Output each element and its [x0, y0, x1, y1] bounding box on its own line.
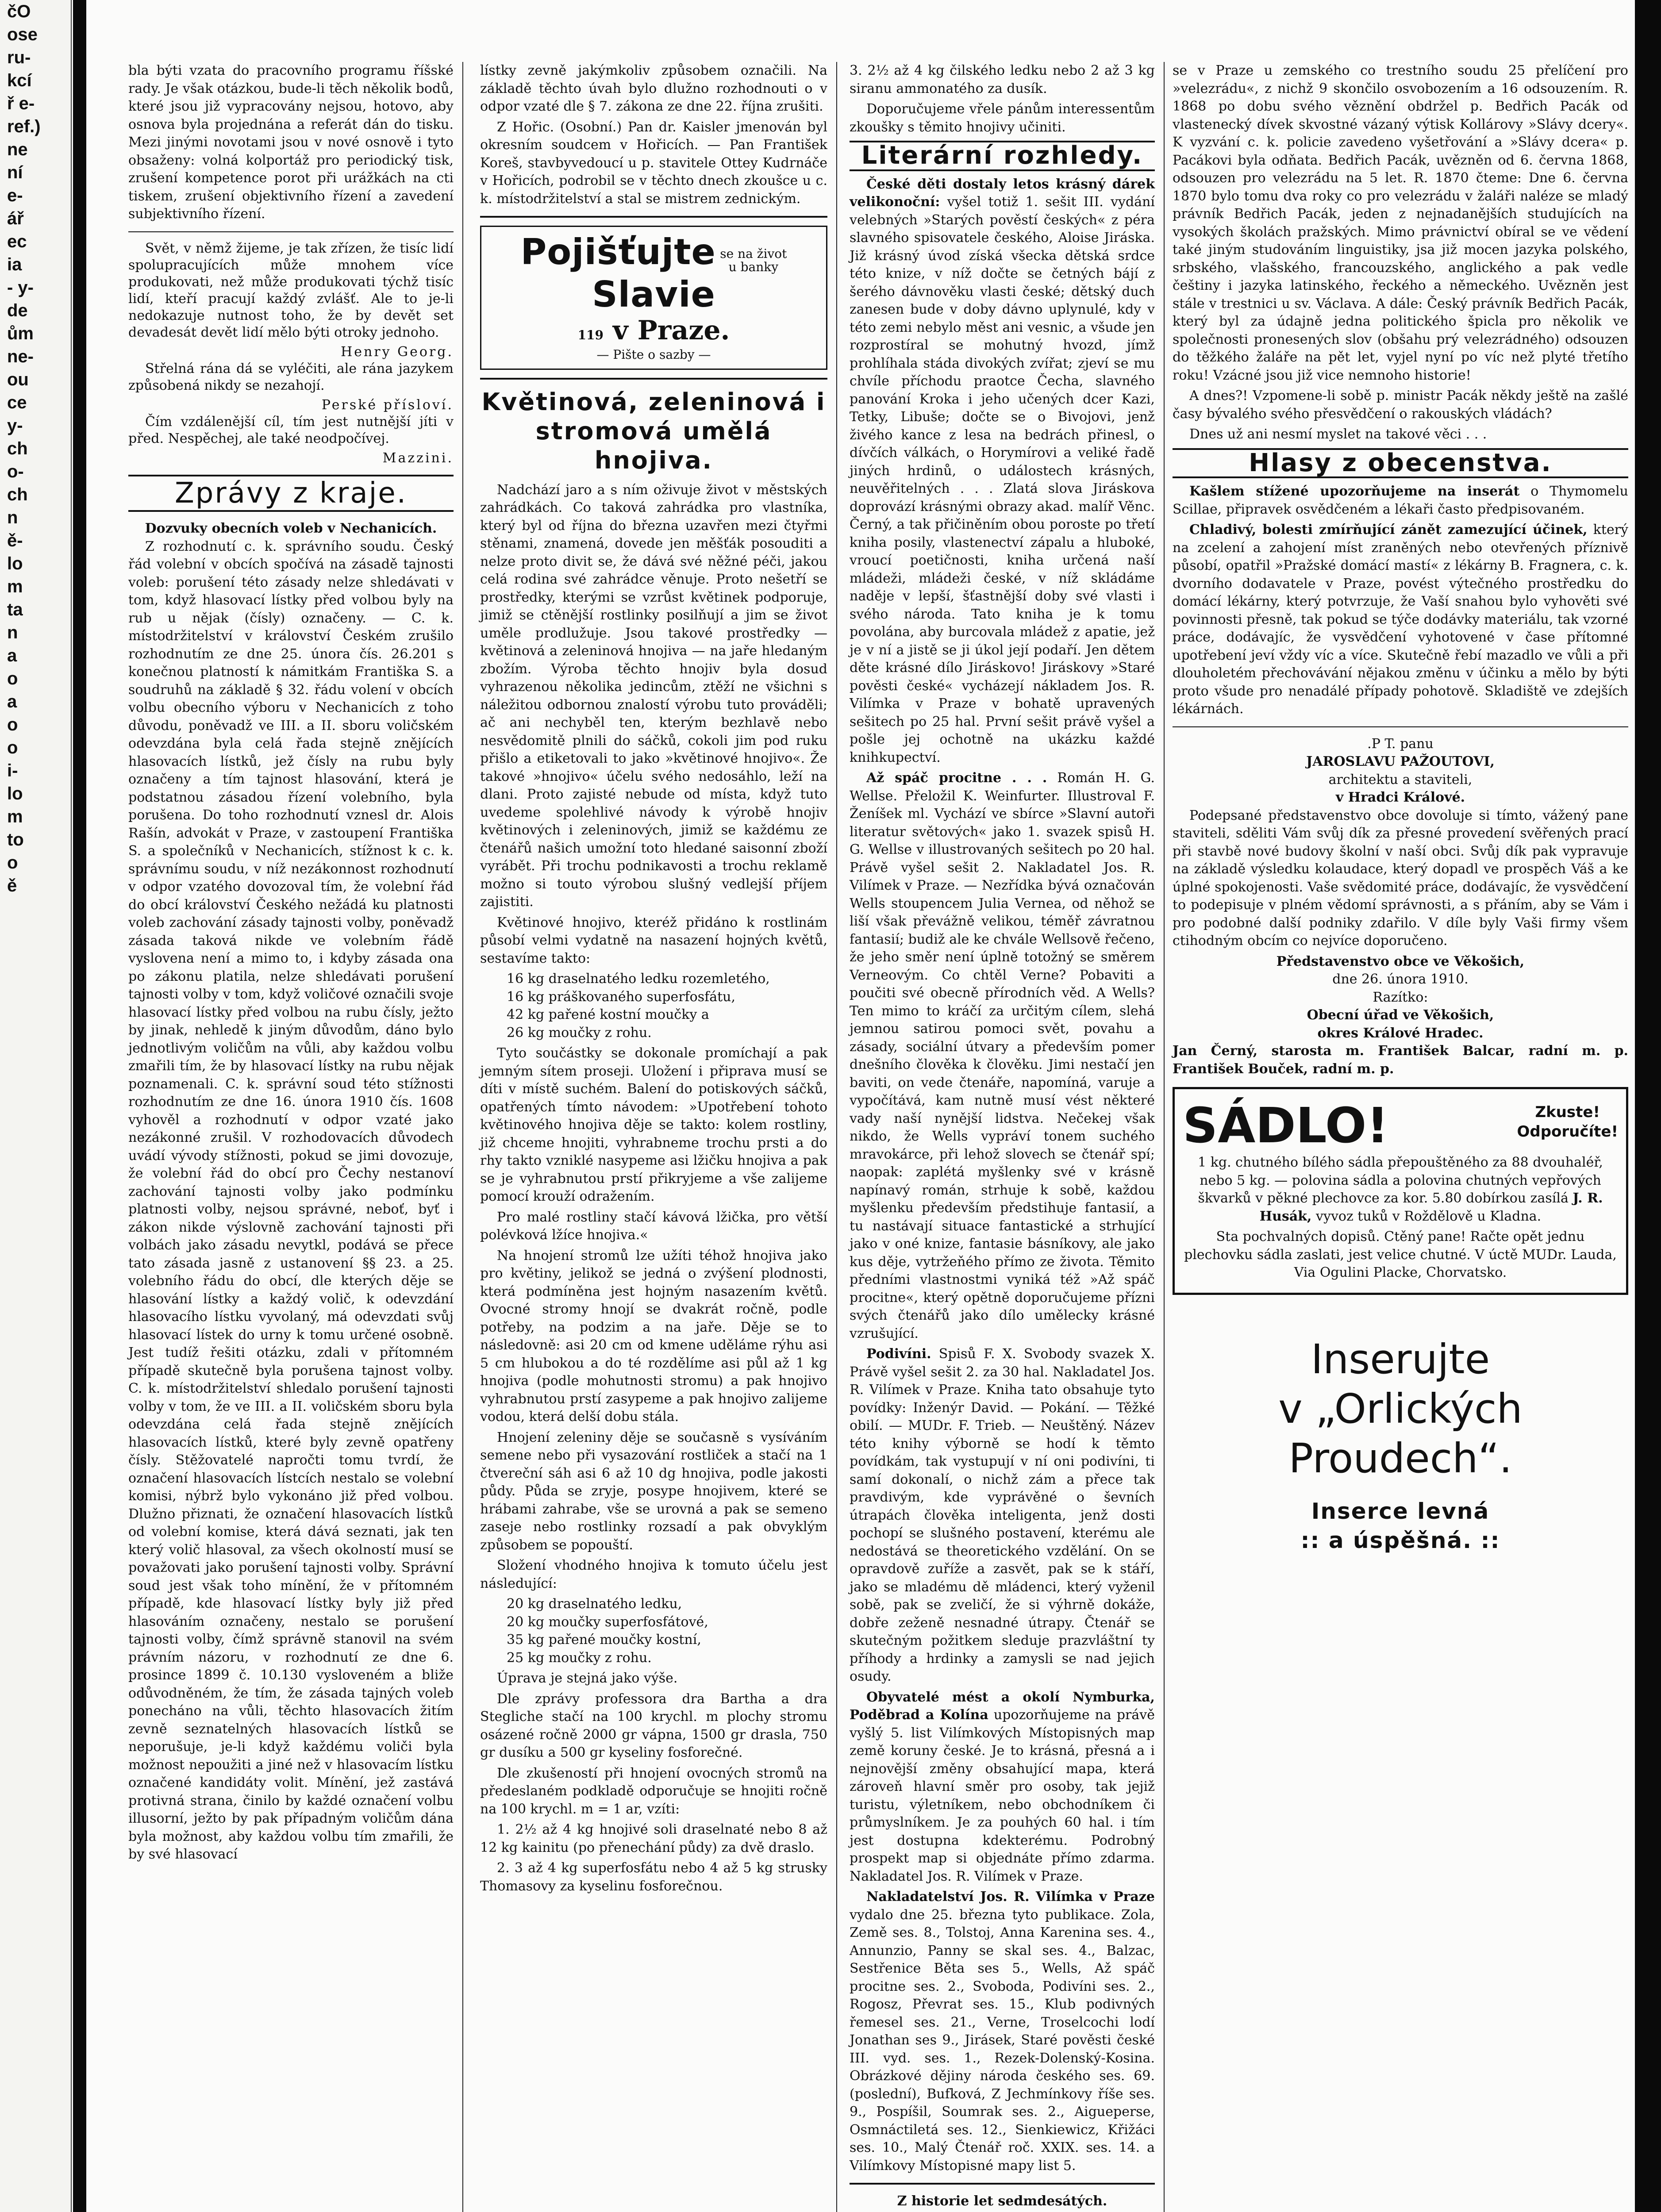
- ad-sadlo-tagline: [1517, 1102, 1618, 1141]
- edge-fragment: o: [7, 853, 18, 872]
- article-title-hnojiva: Květinová, zeleninová i stromová umělá hnojiva.: [481, 388, 826, 474]
- continued-text: lístky zevně jakýmkoliv způsobem označili. Na základě těchto úvah bylo dlužno rozhodnouti o v odpor vzaté dle § 7. zákona ze dne 22. října zrušiti.: [480, 63, 827, 114]
- recommendation: Doporučujeme vřele pánům interessentům zkoušky s těmito hnojivy učiniti.: [850, 101, 1155, 135]
- edge-fragment: to: [7, 830, 24, 849]
- edge-fragment: - y-: [7, 278, 34, 297]
- letter-names: Jan Černý, starosta m. František Balcar, radní m. p. František Bouček, radní m. p.: [1173, 1043, 1628, 1077]
- recipe-row: 42 kg pařené kostní moučky a: [507, 1007, 709, 1022]
- article-title-nechanice: Dozvuky obecních voleb v Nechanicích.: [145, 521, 437, 536]
- review-paragraph: [850, 1888, 1155, 2175]
- edge-fragment: y-: [7, 416, 23, 435]
- divider: [128, 475, 454, 476]
- edge-fragment: ní: [7, 163, 23, 182]
- edge-fragment: ose: [7, 25, 38, 44]
- edge-fragment: ne-: [7, 347, 34, 366]
- ad-slavia-note: — Pište o sazby —: [596, 347, 711, 362]
- paragraph: Úprava je stejná jako výše.: [497, 1671, 678, 1686]
- letter-to: .P T. panu: [1367, 736, 1434, 752]
- review-text: upozorňujeme na právě vyšlý 5. list Vilímkových Místopisných map země koruny české. Je to krásná, přesná a i nejnovější změny obsahující mapa, která zároveň hlavní směr pro osoby, tak jejiž turistu, výletníkem, nebo obchodníkem či průmyslníkem. Je za pouhých 60 hal. i tím jest dostupna kdekterému. Podrobný prospekt map si objednáte přímo zdarma. Nakladatel Jos. R. Vilímek v Praze.: [850, 1707, 1155, 1884]
- left-binding-shadow: [73, 0, 86, 2212]
- ad-sadlo-seller-tail: vyvoz tuků v Roždělově u Kladna.: [1316, 1208, 1542, 1224]
- letter-place: v Hradci Králové.: [1335, 790, 1465, 805]
- ad-inserce-line2: :: a úspěšná. ::: [1300, 1527, 1500, 1553]
- notice-lead: Chladivý, bolesti zmírňující zánět zamezující účinek,: [1189, 522, 1588, 538]
- edge-fragment: o-: [7, 462, 24, 481]
- adjacent-page-edge: [0, 0, 72, 2212]
- notice-paragraph: [1173, 521, 1628, 718]
- ad-inserujte-line1: Inserujte: [1311, 1335, 1490, 1383]
- quote-text: Čím vzdálenější cíl, tím jest nutnější jíti v před. Nespěchej, ale také neodpočívej.: [128, 414, 454, 446]
- review-text: Román H. G. Wellse. Přeložil K. Weinfurter. Illustroval F. Ženíšek ml. Vychází ve sbírce »Slavní autoři literatur světových« jako 1. svazek spisů H. G. Wellse v illustrovaných sešitech po 20 hal. Právě vyšel sešit 2. Nakladatel Jos. R. Vilímek v Praze. — Nezřídka bývá označován Wells stoupencem Julia Vernea, od něhož se liší však převážně velikou, téměř závratnou fantasií; budiž ale ke chvále Wellsově řečeno, že jeho směr není úplně totožný se směrem Verneovým. Co chtěl Verne? Pobaviti a poučiti své obecně přírodních věd. A Wells? Ten mimo to kráčí za určitým cílem, slehá jemnou satirou pomoci svět, povahu a zásady, sociální útvary a především pomer dnešního člověka k člověku. Jimi nestačí jen baviti, on vede čtenáře, napomíná, varuje a vypočítává, kam nutně musí vést některé vady naší nynější lidstva. Nečekej však nikdo, že Wells vypráví tonem suchého mravokárce, při lehož slovech se čtenář spí; naopak: zaplétá myšlenky své v krásně napínavý román, strhuje k sobě, každou myšlenku především předstihuje fantasií, a tu nastávají situace fantastické a strhující jako v oné knize, fantasie básníkovy, ale jako kus děje, vytržeňého přímo ze života. Těmito předními vlastnostmi vyniká též »Až spáč procitne«, který opětně doporučujeme přízni svých čtenářů jako dílo umělecky krásné vzrušující.: [850, 770, 1155, 1341]
- ad-inserce: [1173, 1497, 1628, 1555]
- divider: [480, 378, 827, 380]
- recipe-row: 25 kg moučky z rohu.: [507, 1650, 652, 1666]
- review-paragraph: [850, 769, 1155, 1343]
- horice-news: Z Hořic. (Osobní.) Pan dr. Kaisler jmenován byl okresním soudcem v Hořicích. — Pan František Koreš, stavbyvedoucí u p. stavitele Ottey Kudrnáče v Hořicích, podrobil se v těchto dnech zkoušce u c. k. místodržitelství a stal se mistrem zednickým.: [480, 119, 827, 207]
- continued-text: se v Praze u zemského co trestního soudu 25 přelíčení pro »velezrádu«, z nichž 9 skončilo osvobozením a 16 odsouzením. R. 1868 po dobu svého věznění obdržel p. Bedřich Pacák od vlastenecký dívek skvostné vázaný výtisk Kollárovy »Slávy dcery«. K vyzvání c. k. policie zavedeno vyšetřování a »Slávy dcera« p. Pacákovi byla odňata. Bedřich Pacák, uvězněn od 6. června 1868, odsouzen pro velezrádu na 5 let. R. 1870 čteme: Dne 6. června 1870 bylo tomu dva roky co pro velezrádu v žaláři naléze se mladý právník Bedřich Pacák, jeden z nejnadanějších studujících na vysokých školách pražských. Mimo právnictví obíral se ve vědení také jiným studováním linguistiky, jsa již mocen jazyka polského, srbského, vlašského, francouzského, anglického a pak vedle češtiny i jazyka latinského, řeckého a německého. Uvězněn jest stále v trestnici u sv. Václava. A dále: Český právník Bedřich Pacák, který byl za údajně jedna politického špicla pro několik ve společnosti pronesených slov (obšahu prý velezrádného) odsouzen do těžkého žaláře na pět let, vyjel nyní po víc než plyté třetího roku! Vzácné jsou již vice nemnoho historie!: [1173, 63, 1628, 383]
- recipe-row: 35 kg pařené moučky kostní,: [507, 1632, 701, 1647]
- article-text-nechanice: Z rozhodnutí c. k. správního soudu. Český řád volební v obcích spočívá na zásadě tajnosti voleb: porušení této zásady nelze shledávati v tom, když hlasovací lístky před volbou byly na rub u nějak (čísly) označeny. — C. k. místodržitelství v království Českém zrušilo rozhodnutím ze dne 25. února čís. 26.201 s konečnou platností k námitkám Františka S. a soudruhů na základě § 32. řádu volení v obcích volbu obecního výboru v Nechanicích z toho důvodu, poněvadž ve III. a II. sboru voličském odevzdána byla celá řada stejně znějících hlasovacích lístků, jež čísly na rubu byly označeny a tím tajnost hlasování, která je podstatnou zásadou řízení volebního, byla porušena. Do toho rozhodnutí vznesl dr. Alois Rašín, advokát v Praze, v zastoupení Františka S. a společníků v Nechanicích, stížnost k c. k. správnímu soudu, v níž nezákonnost rozhodnutí v odpor vzatého dovozoval tím, že volební řád do obcí království Českého nežádá ku platnosti voleb zachování zásady tajnosti volby, poněvadž zásada taková nikde ve volebním řádě vyslovena není a mimo to, i kdyby zásada ona po zákonu platila, nelze shledávati porušení tajnosti volby v tom, když voličové označili svoje hlasovací lístky před volbou na rubu čísly, ježto by jinak, nehledě k jiným důvodům, dáno bylo jednotlivým voličům na vůli, aby každou volbu zmařili tím, že by hlasovací lístky na rubu nějak poznamenali. C. k. správní soud této stížnosti rozhodnutím ze dne 16. února 1910 čís. 1608 vyhověl a rozhodnutí v odpor vzaté jako nezákonné zrušil. V rozhodovacích důvodech uvádí vývody stížnosti, pokud se jimi dovozuje, že volební řád do obcí pro Čechy nestanoví zachování tajnosti volby jako podmínku platnosti volby, nejsou správné, neboť, byť i zákon nikde výslovně zachování tajnosti při volbách jako zásadu nevytkl, podává se přece tato zásada jasně z ustanovení §§ 23. a 25. volebního řádu do obcí, dle kterých děje se hlasování lístky a každý volič, k odevzdání hlasovacího lístku vyvolaný, má odevzdati svůj hlasovací lístek do urny k tomu určené osobně. Jest tudíž řešiti otázku, zdali v přítomném případě skutečně byla porušena tajnost volby. C. k. místodržitelství shledalo porušení tajnosti volby v tom, že ve III. a II. voličském sboru byla odevzdána celá řada stejně znějících hlasovacích lístků, které byly zevně opatřeny čísly. Stěžovatelé napročti tomu tvrdí, že označení hlasovacích lístcích nestalo se volební komisi, nýbrž bylo vykonáno již před volbou. Dlužno přiznati, že označení hlasovacích lístků od volební komise, která dává seznati, jak ten který volič hlasoval, za všech okolností musí se považovati jako porušení tajnosti volby. Správní soud jest však toho mínění, že v přítomném případě, kde hlasovací lístky byly již před hlasováním označeny, nestalo se porušení tajnosti volby, čímž správně stanovil na svém právním názoru, v rozhodnutí ze dne 6. prosince 1899 č. 10.130 vysloveném a bliže odůvodněném, že tím, že zásada tajných voleb ponecháno na vůli, těchto hlasovacích žitím zevně seznatelných hlasovacích lístků se neporušuje, je-li když každému voliči byla možnost nepoužiti a jiné než v hlasovacím lístku označené kandidáty volit. Mínění, jež zastává protivná strana, činilo by každé označení volbu illusorní, ježto by pak případným voličům dána byla možnost, aby každou volbu tím zmařili, že by své hlasovací: [128, 538, 454, 1862]
- ad-sadlo: [1173, 1087, 1628, 1295]
- history-title: Z historie let sedmdesátých.: [897, 2193, 1107, 2209]
- edge-fragment: e-: [7, 186, 23, 205]
- letter-text: Podepsané představenstvo obce dovoluje si tímto, vážený pane staviteli, sděliti Vám svůj dík za přesné provedení svěřených prací při stavbě nové budovy školní v naší obci. Svůj dík pak vypravuje na základě výsledku kolaudace, který dopadl ve prospěch Váš a ke úplné spokojenosti. Vaše svědomité práce, dodávajíc, že vysvědčení to podepisuje v plném vědomí správnosti, a s přáním, aby se Vám i pro podobné další podniky zdařilo. V díle byly Vaši firmy všem ctihodným obcím co nejvíce doporučeno.: [1173, 807, 1628, 949]
- ad-sadlo-seller: J. R. Husák,: [1259, 1190, 1603, 1224]
- recipe-table-1: [507, 970, 827, 1042]
- review-lead: Podivíni.: [866, 1346, 931, 1362]
- edge-fragment: ch: [7, 485, 28, 504]
- edge-fragment: ne: [7, 140, 28, 159]
- notice-paragraph: [1173, 483, 1628, 518]
- intro-text: bla býti vzata do pracovního programu říšské rady. Je však otázkou, bude-li těch několik bodů, které jsou již vypracovány nejsou, hotovo, aby osnova byla projednána a referát dán do tisku. Mezi jinými novotami jsou v nové osnově i tyto obsaženy: volná kolportáž pro periodický tisk, zrušení kompetence porot při urážkách na cti tiskem, zrušení objektivního řízení a zavedení subjektivního řízení.: [128, 63, 454, 222]
- ad-inserujte: [1173, 1335, 1628, 1483]
- column-3: [850, 62, 1155, 2212]
- paragraph: Dnes už ani nesmí myslet na takové věci . . .: [1189, 426, 1487, 442]
- edge-fragment: m: [7, 807, 23, 826]
- review-text: Spisů F. X. Svobody svazek X. Právě vyšel sešit 2. za 30 hal. Nakladatel Jos. R. Vilímek v Praze. Kniha tato obsahuje tyto povídky: Inženýr David. — Pokání. — Těžké obilí. — MUDr. F. Trieb. — Neuštěný. Název této knihy výborně se hodí k těmto povídkám, tak vystupují v ní oni podivíni, ti samí dokonalí, o nichž zám a přece tak pravdivým, kde vyprávěné o ševních útrapách člověka inteligenta, jenž dosti pochopí se slušného postavení, kterému ale nedostává se theoretického vzdělání. On se opravdově zuříže a zasvět, pak se k stáří, jako se mladému dě mládenci, který vyženil sobě, pak se zveličí, že si výhrně dokáže, dobře zeženě nesnadné útrapy. Čtenář se skutečným požitkem sleduje prazvláštní ty příhody a hrdinky a zamysli se nad jejich osudy.: [850, 1346, 1155, 1684]
- letter-recipient: JAROSLAVU PAŽOUTOVI,: [1306, 754, 1495, 769]
- history-text: [850, 2211, 1155, 2212]
- edge-fragment: o: [7, 738, 18, 757]
- notice-text: o Thymomelu Scillae, připravek osvědčeném a lékaři často předpisovaném.: [1173, 484, 1628, 517]
- paragraph: A dnes?! Vzpomene-li sobě p. ministr Pacák někdy ještě na zašlé časy bývalého svého přesvědčení o rakouských vládách?: [1173, 388, 1628, 422]
- edge-fragment: a: [7, 646, 17, 665]
- edge-fragment: lo: [7, 554, 23, 573]
- review-paragraph: [850, 1689, 1155, 1886]
- ad-inserce-line1: Inserce levná: [1311, 1498, 1490, 1524]
- section-title-zpravy: Zprávy z kraje.: [174, 476, 408, 510]
- recipe-row: 16 kg draselnatého ledku rozemletého,: [507, 971, 770, 987]
- paragraph: Pro malé rostliny stačí kávová lžička, pro větší polévková lžíce hnojiva.«: [480, 1209, 827, 1243]
- recipe-table-2: [507, 1595, 827, 1667]
- quote-author: Mazzini.: [382, 450, 454, 466]
- edge-fragment: ia: [7, 255, 22, 274]
- paragraph: Dle zprávy professora dra Bartha a dra Stegliche stačí na 100 krychl. m plochy stromu osázené ročně 2000 gr vápna, 1500 gr drasla, 750 gr dusíku a 500 gr kyseliny fosforečné.: [480, 1691, 827, 1760]
- section-title-hlasy: Hlasy z obecenstva.: [1249, 448, 1552, 477]
- ad-sadlo-text: [1183, 1154, 1618, 1225]
- letter-stamp-line: Obecní úřad ve Věkošich,: [1307, 1007, 1494, 1023]
- continued-text: 3. 2½ až 4 kg čilského ledku nebo 2 až 3 kg siranu ammonatého za dusík.: [850, 63, 1155, 96]
- paragraph: Tyto součástky se dokonale promíchají a pak jemným sítem proseji. Uložení i připrava musí se díti v místě suchém. Balení do potiskových sáčků, opatřených tímto návodem: »Upotřebení tohoto květinového hnojiva děje se takto: kolem rostliny, již chceme hnojiti, vyhrabneme trochu prsti a do rhy takto vzniklé nasypeme asi lžičku hnojiva a pak se je vyhrabnutou prstí přikryjeme a vše zalijeme pomocí krouží odražením.: [480, 1045, 827, 1204]
- notice-text: který na zcelení a zahojení míst zraněných nebo otevřených příznivě působí, opatřil »Pražské domácí mastí« z lékárny B. Fragnera, c. k. dvorního dodavatele v Praze, povést výtečného prostředku do domácí lékárny, který potvrzuje, že Vaší snahou bylo vyhověti své povinnosti přesně, tak pokud se týče dodávky materiálu, tak vzorné práce, dodávajíc, že vysvědčení vyhotovené v čase přítomné upotřebení jeví vždy víc a více. Skutečně řebí mazadlo ve vůli a při dlouholetém přechovávání nějakou změnu v účinku a mělo by býti proto všude pro nenadálé případy pohotově. Skladiště ve zdejších lékárnách.: [1173, 522, 1628, 717]
- letter-date: dne 26. února 1910.: [1332, 972, 1469, 987]
- letter-stamp-line: okres Králové Hradec.: [1317, 1025, 1484, 1041]
- quote-author: Henry Georg.: [341, 344, 454, 360]
- quote-text: Svět, v němž žijeme, je tak zřízen, že tisíc lidí spolupracujících může mnohem více produkovati, než může produkovati týchž tisíc lidí, kteří pracují každý zvlášť. Ale to je-li nedokazuje nutnost toho, že by devět set devadesát devět lidí mělo býti otroky jednoho.: [128, 240, 454, 340]
- ad-inserujte-line2: v „Orlických: [1278, 1385, 1523, 1432]
- quote-author: Perské přísloví.: [321, 397, 454, 413]
- column-divider-1: [462, 62, 463, 2212]
- divider: [480, 216, 827, 218]
- ad-sadlo-title: SÁDLO!: [1183, 1097, 1389, 1154]
- edge-fragment: ě-: [7, 531, 23, 550]
- edge-fragment: ru-: [7, 48, 31, 67]
- divider: [1173, 726, 1628, 727]
- edge-fragment: de: [7, 301, 28, 320]
- review-paragraph: [850, 1345, 1155, 1686]
- edge-fragment: ům: [7, 324, 34, 343]
- column-1: [128, 62, 454, 1866]
- edge-fragment: m: [7, 577, 23, 596]
- edge-fragment: čO: [7, 2, 31, 21]
- paragraph: Dle zkušeností při hnojení ovocných stromů na předeslaném podkladě odporučuje se hnojiti ročně na 100 krychl. m = 1 ar, vzíti:: [480, 1765, 827, 1817]
- recipe-row: 16 kg práškovaného superfosfátu,: [507, 989, 736, 1005]
- ad-slavia-left: Pojišťujte: [520, 231, 716, 273]
- quote-1: [128, 240, 454, 361]
- section-hlasy: [1173, 448, 1628, 479]
- edge-fragment: ta: [7, 600, 23, 619]
- edge-fragment: lo: [7, 784, 23, 803]
- edge-fragment: ch: [7, 439, 28, 458]
- ad-slavia-bank: [480, 226, 827, 370]
- edge-fragment: a: [7, 692, 17, 711]
- column-4: [1173, 62, 1628, 1555]
- ad-slavia-right: Slavie: [592, 274, 715, 315]
- edge-fragments: [0, 0, 71, 897]
- edge-fragment: o: [7, 669, 18, 688]
- paragraph: Na hnojení stromů lze užíti téhož hnojiva jako pro květiny, jelikož se jedná o zvýšení plodnosti, která podmíněna jest hojným nasazením květů. Ovocné stromy hnojí se dvakrát ročně, podle potřeby, na podzim a na jaře. Děje se to následovně: asi 20 cm od kmene uděláme rýhu asi 5 cm hlubokou a do té rozdělíme asi půl až 1 kg hnojiva (podle mohutnosti stromu) a pak hnojivo vyhrabnutou prstí zasypeme a pak hnojivo zalijeme vodou, která delší dobu stála.: [480, 1248, 827, 1425]
- review-text: vydalo dne 25. března tyto publikace. Zola, Země ses. 8., Tolstoj, Anna Karenina ses. 4., Annunzio, Panny se skal ses. 4., Balzac, Sestřenice Běta ses 5., Wells, Až spáč procitne ses. 2., Svoboda, Podivíni ses. 2., Rogosz, Převrat ses. 15., Klub podivných řemesel ses. 21., Verne, Troselcochi lodí Jonathan ses 9., Jirásek, Staré pověsti české III. vyd. ses. 1., Rezek-Dolenský-Kosina. Obrázkové dějiny národa českého ses. 69. (poslední), Bufková, Z Jechmínkovy říše ses. 9., Pospíšil, Soumrak ses. 2., Aigueperse, Osmnáctiletá ses. 12., Sienkiewicz, Křižáci ses. 10., Malý Čtenář roč. XXIX. ses. 14. a Vilímkovy Místopisné mapy list 5.: [850, 1907, 1155, 2174]
- edge-fragment: ref.): [7, 117, 41, 136]
- right-scan-border: [1635, 0, 1661, 2212]
- list-item: 2. 3 až 4 kg superfosfátu nebo 4 až 5 kg strusky Thomasovy za kyselinu fosforečnou.: [480, 1860, 827, 1894]
- list-item: 1. 2½ až 4 kg hnojivé soli draselnaté nebo 8 až 12 kg kainitu (po přenechání půdy) za dvě draslo.: [480, 1822, 827, 1855]
- edge-fragment: ář: [7, 209, 24, 228]
- edge-fragment: n: [7, 623, 18, 642]
- recipe-row: 20 kg draselnatého ledku,: [507, 1596, 682, 1612]
- divider: [850, 2183, 1155, 2185]
- recipe-row: 20 kg moučky superfosfátové,: [507, 1614, 708, 1630]
- edge-fragment: ou: [7, 370, 29, 389]
- review-paragraph: [850, 176, 1155, 767]
- review-text: vyšel totiž 1. sešit III. vydání velebných »Starých pověstí českých« z péra slavného spisovatele českého, Aloise Jiráska. Již krásný úvod získá všecka dětská srdce této knize, v níž dočte se četných bájí z šerého dávnověku vlasti české; dětský duch zanesen bude v doby dávno uplynulé, kdy v této zemi nebylo měst ani vesnic, a všude jen rozprostíral se mohutný hvozd, jímž prohlíhala stáda divokých zvířat; zjeví se mu chvíle příchodu praotce Čecha, slavného panování Kroka i jeho učených dcer Kazi, Tetky, Libuše; dočte se o Bivojovi, jenž živého kance z lesa na bedrách přinesl, o dívčích válkách, o Horymírovi a veliké řadě jiných hrdinů, o událostech krásných, neuvěřitelných . . . Zlatá slova Jiráskova doprovází krásnými obrazy akad. malíř Věnc. Černý, a tak přičiněním obou poroste po třetí kniha posily, vlastenectví zápalu a hluboké, vroucí poetičnosti, kniha určená naší mládeži, mládeži české, v níž skládáme naděje v lepší, šťastnější doby své vlasti i svého národa. Tato kniha je k tomu povolána, aby burcovala mládež z apatie, jež je v ní a jistě se ji úkol její podaří. Jen dětem děte krásné dílo Jiráskovo! Jiráskovy »Staré pověsti české« vycházejí nákladem Jos. R. Vilímka v Praze v bohatě upravených sešitech po 25 hal. První sešit právě vyšel a pošle jej ochotně na ukázku každé knihkupectví.: [850, 194, 1155, 765]
- notice-lead: Kašlem stížené upozorňujeme na inserát: [1189, 484, 1520, 499]
- quote-2: [128, 361, 454, 414]
- section-title-literarni: Literární rozhledy.: [861, 141, 1143, 170]
- ad-inserujte-line3: Proudech“.: [1288, 1434, 1512, 1482]
- divider: [128, 510, 454, 512]
- edge-fragment: i-: [7, 761, 18, 780]
- ad-sadlo-testimonial: Sta pochvalných dopisů. Ctěný pane! Račte opět jednu plechovku sádla zaslati, jest velice chutné. V úctě MUDr. Lauda, Via Ogulini Placke, Chorvatsko.: [1184, 1229, 1617, 1280]
- edge-fragment: ě: [7, 876, 17, 895]
- letter-stamp-label: Razítko:: [1373, 989, 1428, 1005]
- ad-slavia-city: v Praze.: [612, 315, 730, 346]
- quote-3: [128, 414, 454, 467]
- recipe-row: 26 kg moučky z rohu.: [507, 1025, 652, 1041]
- edge-fragment: o: [7, 715, 18, 734]
- letter-signature: Představenstvo obce ve Věkošich,: [1276, 953, 1525, 969]
- paragraph: Nadchází jaro a s ním oživuje život v městských zahrádkách. Co taková zahrádka pro vlastníka, který byl od října do března uzavřen mezi čtyřmi stěnami, znamená, dovede jen měšťák posouditi a nelze proto divit se, že dává své něžné péči, jakou celá rodina své zahrádce věnuje. Proto nešetří se prostředky, kterými se vzrůst květinek podporuje, jimiž se ctěnější rostlinky posilňují a jim se život uměle prodlužuje. Jsou takové prostředky — květinová a zeleninová hnojiva — na jaře hledaným zbožím. Výroba těchto hnojiv byla dosud vyhrazenou několika jedincům, ztěží ne všichni s náležitou odbornou znalostí výrobu tuto prováděli; ač ani nechyběl ten, kterým bezhlavě nebo nesvědomitě plnili do sáčků, cokoli jim pod ruku přišlo a etiketovali to jako »květinové hnojivo«. Že takové »hnojivo« účelu svého nedosáhlo, leží na dlani. Proto zajisté nebude od místa, když tuto uvedeme spolehlivé návody k výrobě hnojiv květinových i zeleninových, jimiž se každému ze čtenářů našich umožní toto hledané saisonní zboží vyrábět. Při trochu podnikavosti a trochu reklamě možno si touto výrobou slušný vedlejší příjem zajistiti.: [480, 482, 827, 910]
- paragraph: Složení vhodného hnojiva k tomuto účelu jest následující:: [480, 1558, 827, 1591]
- review-lead: Obyvatelé mést a okolí Nymburka, Poděbrad a Kolína: [850, 1689, 1155, 1723]
- paragraph: Květinové hnojivo, kteréž přidáno k rostlinám působí velmi vydatně na nasazení hojných květů, sestavíme takto:: [480, 914, 827, 966]
- review-lead: Až spáč procitne . . .: [866, 770, 1047, 786]
- paragraph: Hnojení zeleniny děje se současně s vysíváním semene nebo při vysazování rostliček a stačí na 1 čtvereční sáh asi 6 až 10 dg hnojiva, podle jakosti půdy. Půda se zryje, posype hnojivem, které se hrábami zahrabe, vše se urovná a pak se semeno zaseje nebo rostlinky rozsadí a pak obvyklým způsobem se popouští.: [480, 1429, 827, 1553]
- ad-sadlo-tag2: Odporučíte!: [1517, 1123, 1618, 1141]
- review-lead: České děti dostaly letos krásný dárek velikonoční:: [850, 176, 1155, 210]
- edge-fragment: ec: [7, 232, 27, 251]
- ad-sadlo-body: 1 kg. chutného bílého sádla přepouštěného za 88 dvouhaléř, nebo 5 kg. — polovina sádla a polovina chutných vepřových škvarků v pěkné plechovce za kor. 5.80 dobírkou zasílá: [1198, 1155, 1603, 1206]
- letter-role: architektu a staviteli,: [1328, 772, 1473, 787]
- edge-fragment: ř e-: [7, 94, 35, 113]
- review-lead: Nakladatelství Jos. R. Vilímka v Praze: [866, 1889, 1155, 1905]
- ad-slavia-small2: u banky: [728, 260, 779, 274]
- ad-sadlo-tag1: Zkuste!: [1535, 1103, 1600, 1121]
- section-literarni: [850, 141, 1155, 171]
- edge-fragment: n: [7, 508, 18, 527]
- ad-slavia-small1: se na život: [720, 246, 787, 261]
- ad-slavia-num: 119: [577, 328, 604, 342]
- edge-fragment: ce: [7, 393, 27, 412]
- column-divider-3: [1164, 62, 1165, 2212]
- column-divider-2: [836, 62, 837, 2212]
- edge-fragment: kcí: [7, 71, 32, 90]
- quote-text: Střelná rána dá se vyléčiti, ale rána jazykem způsobená nikdy se nezahojí.: [128, 361, 454, 393]
- divider: [128, 231, 454, 232]
- column-2: [480, 62, 827, 1898]
